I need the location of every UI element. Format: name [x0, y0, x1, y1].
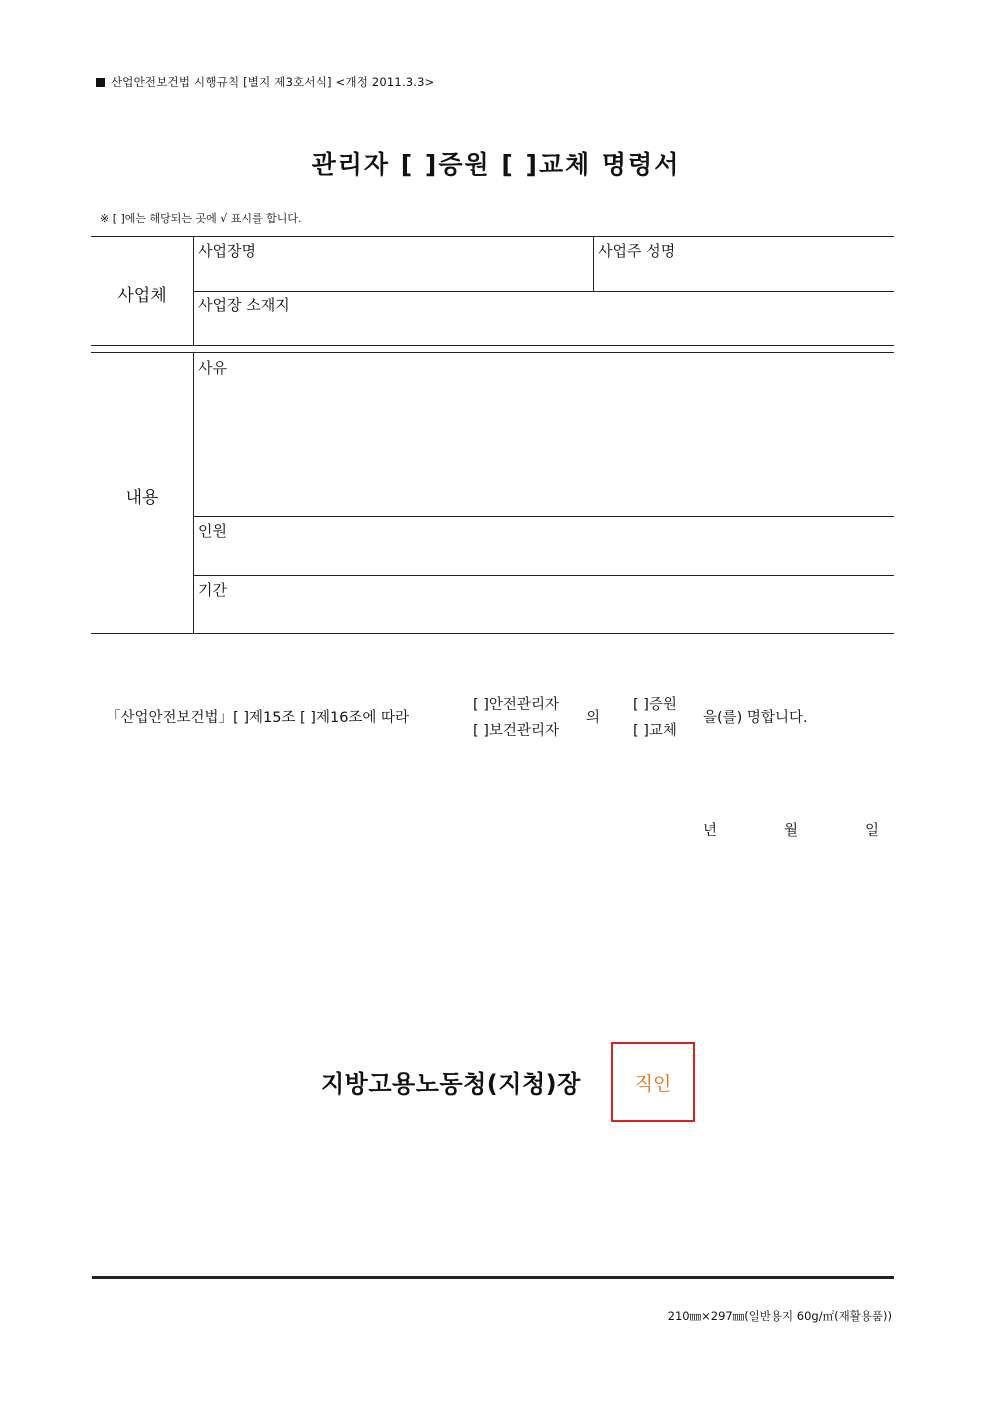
issuing-authority: 지방고용노동청(지청)장	[321, 1070, 581, 1098]
official-seal-box	[611, 1042, 695, 1122]
square-bullet-icon	[96, 78, 105, 87]
personnel-label: 인원	[198, 522, 227, 540]
business-location-label: 사업장 소재지	[198, 296, 290, 314]
footer-rule	[92, 1276, 894, 1279]
content-label-divider	[193, 352, 194, 634]
date-month-label: 월	[784, 823, 799, 839]
content-top-border	[91, 352, 894, 353]
business-name-label: 사업장명	[198, 242, 256, 260]
date-day-label: 일	[865, 823, 880, 839]
business-row-divider	[193, 291, 894, 292]
name-owner-divider	[593, 236, 594, 291]
statement-suffix: 을(를) 명합니다.	[703, 710, 808, 726]
paper-spec: 210㎜×297㎜(일반용지 60g/㎡(재활용품))	[667, 1309, 892, 1323]
table-top-border	[91, 236, 894, 237]
reason-label: 사유	[198, 359, 227, 377]
business-bottom-border	[91, 345, 894, 346]
option-increase: [ ]증원	[633, 697, 677, 713]
form-reference-text: 산업안전보건법 시행규칙 [별지 제3호서식] <개정 2011.3.3>	[111, 75, 435, 89]
instruction-note: ※ [ ]에는 해당되는 곳에 √ 표시를 합니다.	[100, 212, 302, 225]
form-reference	[96, 74, 435, 90]
official-seal-label: 직인	[634, 1072, 672, 1095]
personnel-row-divider	[193, 575, 894, 576]
option-health-manager: [ ]보건관리자	[473, 723, 559, 739]
date-year-label: 년	[703, 823, 718, 839]
owner-name-label: 사업주 성명	[598, 242, 676, 260]
content-bottom-border	[91, 633, 894, 634]
option-replace: [ ]교체	[633, 723, 677, 739]
option-safety-manager: [ ]안전관리자	[473, 697, 559, 713]
document-title: 관리자 [ ]증원 [ ]교체 명령서	[311, 150, 681, 179]
reason-row-divider	[193, 516, 894, 517]
business-section-label: 사업체	[117, 286, 167, 306]
content-section-label: 내용	[125, 488, 159, 508]
period-label: 기간	[198, 581, 227, 599]
particle-text: 의	[586, 710, 601, 726]
law-prefix-text: 「산업안전보건법」[ ]제15조 [ ]제16조에 따라	[106, 710, 410, 726]
